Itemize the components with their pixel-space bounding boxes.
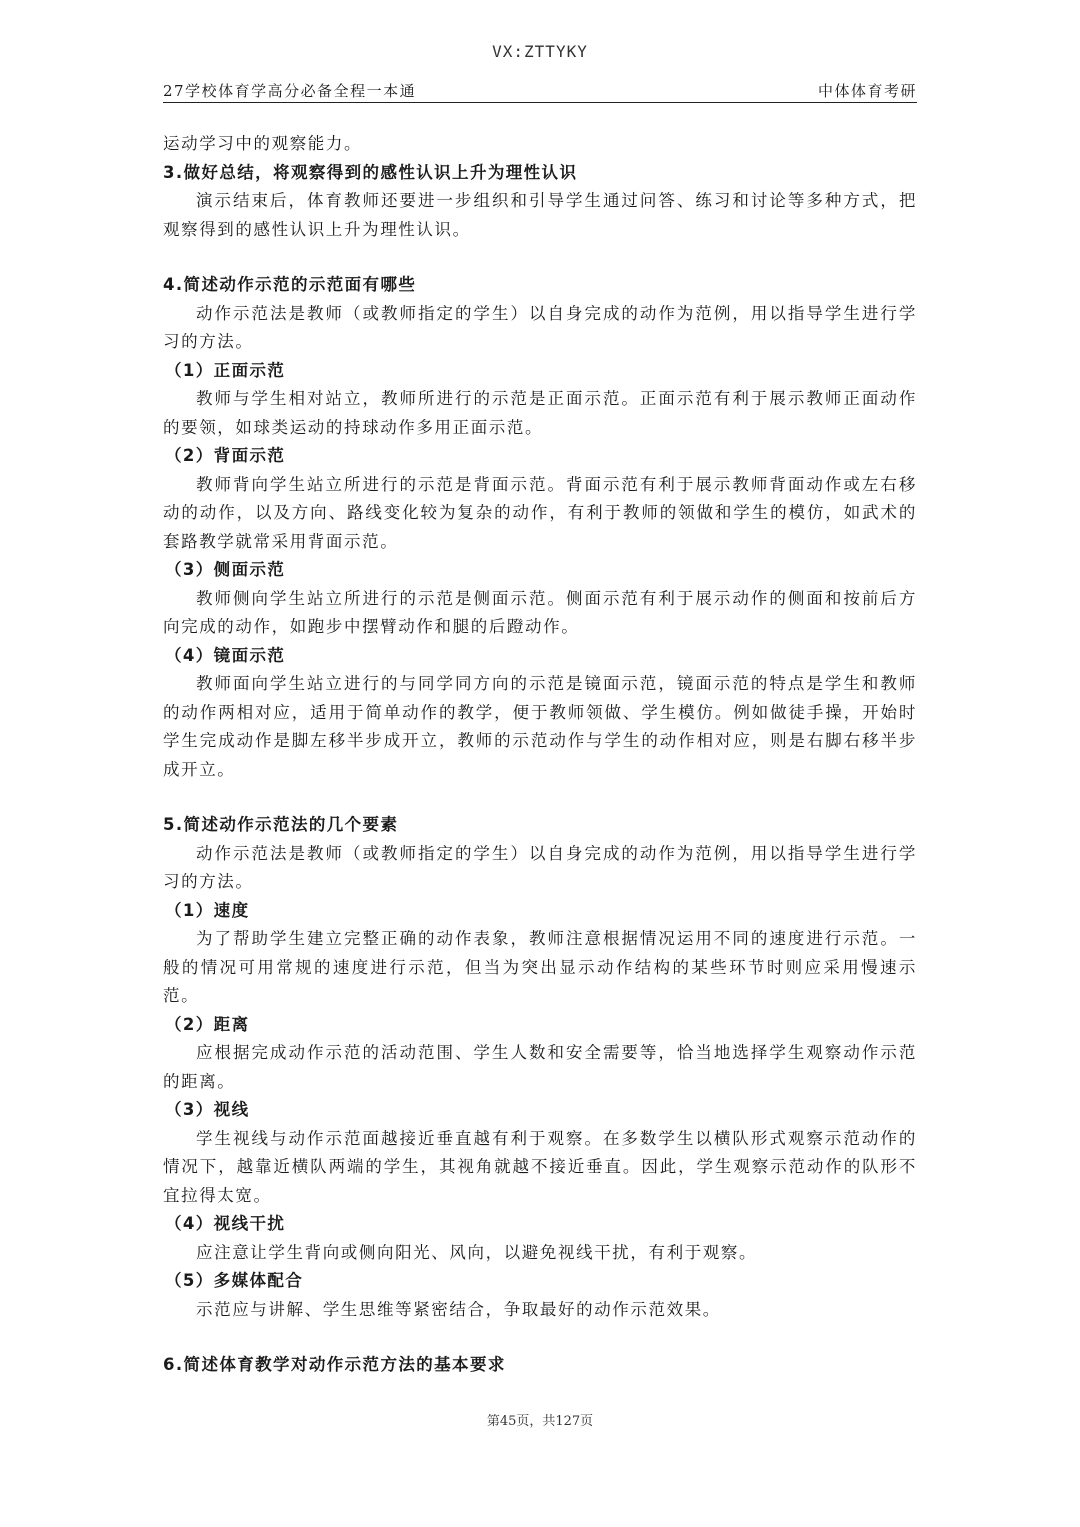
q5-item-5-title: （5）多媒体配合 — [165, 1271, 304, 1290]
q4-item-3-title: （3）侧面示范 — [165, 560, 286, 579]
q4-item-2-text: 教师背向学生站立所进行的示范是背面示范。背面示范有利于展示教师背面动作或左右移动的动作，以及方向、路线变化较为复杂的动作，有利于教师的领做和学生的模仿，如武术的套路教学就常采用背面示范。 — [163, 474, 917, 551]
q4-item-1-text: 教师与学生相对站立，教师所进行的示范是正面示范。正面示范有利于展示教师正面动作的要领，如球类运动的持球动作多用正面示范。 — [163, 389, 917, 437]
question-4-intro: 动作示范法是教师（或教师指定的学生）以自身完成的动作为范例，用以指导学生进行学习的方法。 — [163, 303, 917, 351]
question-4-title: 4.简述动作示范的示范面有哪些 — [163, 275, 417, 294]
page-number: 第45页，共127页 — [486, 1414, 594, 1429]
q5-item-2-title: （2）距离 — [165, 1014, 250, 1034]
q5-item-2-text: 应根据完成动作示范的活动范围、学生人数和安全需要等，恰当地选择学生观察动作示范的距离。 — [163, 1043, 917, 1091]
page-header — [163, 78, 917, 103]
q5-item-3-text: 学生视线与动作示范面越接近垂直越有利于观察。在多数学生以横队形式观察示范动作的情况下，越靠近横队两端的学生，其视角就越不接近垂直。因此，学生观察示范动作的队形不宜拉得太宽。 — [163, 1128, 917, 1205]
q5-item-1-title: （1）速度 — [165, 900, 250, 920]
question-5-title: 5.简述动作示范法的几个要素 — [163, 815, 399, 834]
page-content — [163, 130, 917, 1380]
question-5-intro: 动作示范法是教师（或教师指定的学生）以自身完成的动作为范例，用以指导学生进行学习的方法。 — [163, 843, 917, 891]
header-publisher: 中体体育考研 — [817, 82, 917, 100]
heading-3: 3.做好总结，将观察得到的感性认识上升为理性认识 — [163, 162, 578, 182]
q4-item-2-title: （2）背面示范 — [165, 446, 286, 465]
q4-item-3-text: 教师侧向学生站立所进行的示范是侧面示范。侧面示范有利于展示动作的侧面和按前后方向完成的动作，如跑步中摆臂动作和腿的后蹬动作。 — [163, 588, 917, 636]
watermark: VX:ZTTYKY — [492, 42, 588, 61]
paragraph-continued: 运动学习中的观察能力。 — [163, 134, 363, 153]
q4-item-4-text: 教师面向学生站立进行的与同学同方向的示范是镜面示范，镜面示范的特点是学生和教师的动作两相对应，适用于简单动作的教学，便于教师领做、学生模仿。例如做徒手操，开始时学生完成动作是脚左移半步成开立，教师的示范动作与学生的动作相对应，则是右脚右移半步成开立。 — [163, 674, 917, 779]
q5-item-5-text: 示范应与讲解、学生思维等紧密结合，争取最好的动作示范效果。 — [196, 1299, 721, 1319]
paragraph-summary: 演示结束后，体育教师还要进一步组织和引导学生通过问答、练习和讨论等多种方式，把观察得到的感性认识上升为理性认识。 — [163, 191, 917, 239]
q5-item-3-title: （3）视线 — [165, 1100, 250, 1119]
header-book-title: 27学校体育学高分必备全程一本通 — [163, 82, 417, 100]
q5-item-1-text: 为了帮助学生建立完整正确的动作表象，教师注意根据情况运用不同的速度进行示范。一般的情况可用常规的速度进行示范，但当为突出显示动作结构的某些环节时则应采用慢速示范。 — [163, 929, 917, 1005]
q5-item-4-title: （4）视线干扰 — [165, 1214, 286, 1233]
question-6-title: 6.简述体育教学对动作示范方法的基本要求 — [163, 1355, 506, 1374]
q4-item-1-title: （1）正面示范 — [165, 360, 286, 380]
q4-item-4-title: （4）镜面示范 — [165, 645, 286, 665]
q5-item-4-text: 应注意让学生背向或侧向阳光、风向，以避免视线干扰，有利于观察。 — [196, 1242, 758, 1262]
